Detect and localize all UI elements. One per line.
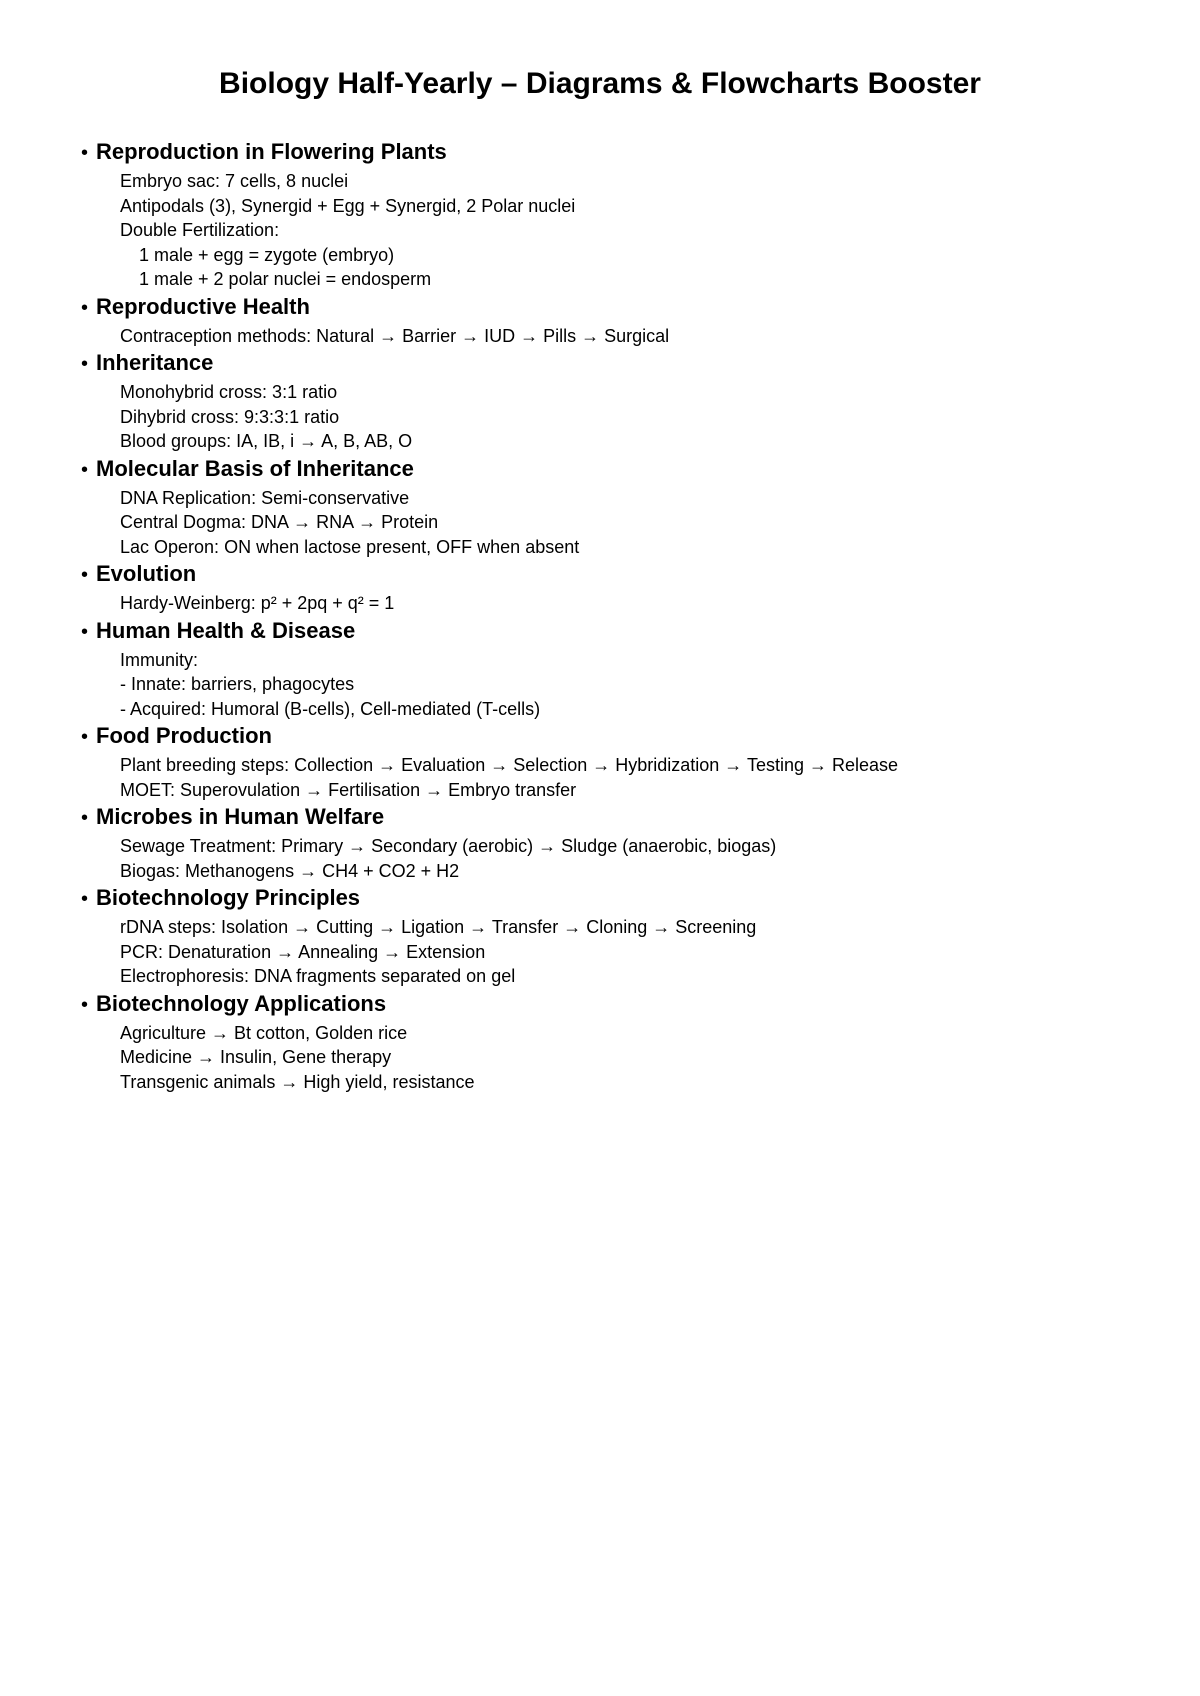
bullet-icon: •	[81, 726, 89, 748]
bullet-icon: •	[81, 888, 89, 910]
section-line: MOET: Superovulation → Fertilisation → Embryo transfer	[120, 779, 577, 800]
section-line: Lac Operon: ON when lactose present, OFF when absent	[120, 536, 580, 557]
section-heading-text: Biotechnology Applications	[96, 990, 387, 1016]
section-line: Agriculture → Bt cotton, Golden rice	[120, 1022, 408, 1043]
section-line: Double Fertilization:	[120, 220, 280, 240]
section-heading-text: Evolution	[96, 561, 197, 586]
section-body	[81, 644, 1161, 724]
section-heading-text: Human Health & Disease	[96, 617, 356, 643]
section-heading-text: Inheritance	[96, 350, 214, 375]
bullet-icon: •	[81, 993, 89, 1016]
section-line: Medicine → Insulin, Gene therapy	[120, 1047, 392, 1067]
section-heading-text: Food Production	[96, 723, 272, 748]
section-line: Contraception methods: Natural → Barrier → IUD → Pills → Surgical	[120, 325, 670, 346]
bullet-icon: •	[81, 458, 89, 481]
section-heading-text: Reproduction in Flowering Plants	[96, 139, 447, 164]
section-molecular-basis-of-inheritance	[81, 456, 1161, 562]
section-body	[81, 911, 1161, 991]
section-line: - Innate: barriers, phagocytes	[120, 674, 355, 694]
section-line: Antipodals (3), Synergid + Egg + Synergid, 2 Polar nuclei	[120, 195, 576, 216]
section-body	[81, 320, 1161, 351]
section-biotechnology-applications	[81, 991, 1161, 1097]
bullet-icon: •	[81, 564, 89, 586]
section-heading	[81, 139, 1161, 165]
section-body	[81, 830, 1161, 885]
section-inheritance	[81, 350, 1161, 456]
section-line: - Acquired: Humoral (B-cells), Cell-mediated (T-cells)	[120, 698, 541, 719]
section-body	[81, 376, 1161, 456]
section-heading	[81, 991, 1161, 1017]
section-body	[81, 587, 1161, 618]
section-body	[81, 165, 1161, 294]
section-reproductive-health	[81, 294, 1161, 351]
section-line: Biogas: Methanogens → CH4 + CO2 + H2	[120, 860, 460, 881]
section-body	[81, 749, 1161, 804]
section-line: DNA Replication: Semi-conservative	[120, 487, 410, 508]
section-line: Monohybrid cross: 3:1 ratio	[120, 382, 338, 402]
section-line: Hardy-Weinberg: p² + 2pq + q² = 1	[120, 593, 395, 613]
section-line: Plant breeding steps: Collection → Evaluation → Selection → Hybridization → Testing → Release	[120, 755, 899, 775]
section-body	[81, 482, 1161, 562]
section-heading	[81, 885, 1161, 911]
section-list	[81, 139, 1161, 1096]
bullet-icon: •	[81, 620, 89, 643]
section-line: Dihybrid cross: 9:3:3:1 ratio	[120, 406, 340, 427]
bullet-icon: •	[81, 142, 89, 164]
bullet-icon: •	[81, 296, 89, 319]
document-title: Biology Half-Yearly – Diagrams & Flowcharts Booster	[219, 67, 981, 100]
section-heading	[81, 618, 1161, 644]
bullet-icon: •	[81, 807, 89, 829]
section-food-production	[81, 723, 1161, 804]
section-line: Embryo sac: 7 cells, 8 nuclei	[120, 171, 349, 191]
section-body	[81, 1017, 1161, 1097]
section-heading-text: Reproductive Health	[96, 293, 310, 319]
section-heading-text: Molecular Basis of Inheritance	[96, 455, 414, 481]
section-subline: 1 male + 2 polar nuclei = endosperm	[139, 269, 432, 289]
section-line: Blood groups: IA, IB, i → A, B, AB, O	[120, 431, 413, 451]
section-biotechnology-principles	[81, 885, 1161, 991]
section-line: Electrophoresis: DNA fragments separated on gel	[120, 966, 516, 986]
section-line: Transgenic animals → High yield, resistance	[120, 1071, 475, 1092]
section-heading	[81, 804, 1161, 830]
section-subline: 1 male + egg = zygote (embryo)	[139, 244, 395, 265]
bullet-icon: •	[81, 353, 89, 375]
section-heading	[81, 723, 1161, 749]
section-heading	[81, 350, 1161, 376]
section-heading	[81, 561, 1161, 587]
section-evolution	[81, 561, 1161, 618]
section-line: Immunity:	[120, 649, 199, 670]
section-line: Central Dogma: DNA → RNA → Protein	[120, 512, 439, 532]
section-reproduction-in-flowering-plants	[81, 139, 1161, 294]
section-heading	[81, 456, 1161, 482]
section-line: PCR: Denaturation → Annealing → Extension	[120, 941, 486, 962]
section-line: Sewage Treatment: Primary → Secondary (aerobic) → Sludge (anaerobic, biogas)	[120, 836, 777, 856]
section-line: rDNA steps: Isolation → Cutting → Ligation → Transfer → Cloning → Screening	[120, 917, 757, 937]
section-heading	[81, 294, 1161, 320]
section-human-health-disease	[81, 618, 1161, 724]
section-heading-text: Biotechnology Principles	[96, 885, 361, 910]
section-heading-text: Microbes in Human Welfare	[96, 804, 385, 829]
section-microbes-in-human-welfare	[81, 804, 1161, 885]
